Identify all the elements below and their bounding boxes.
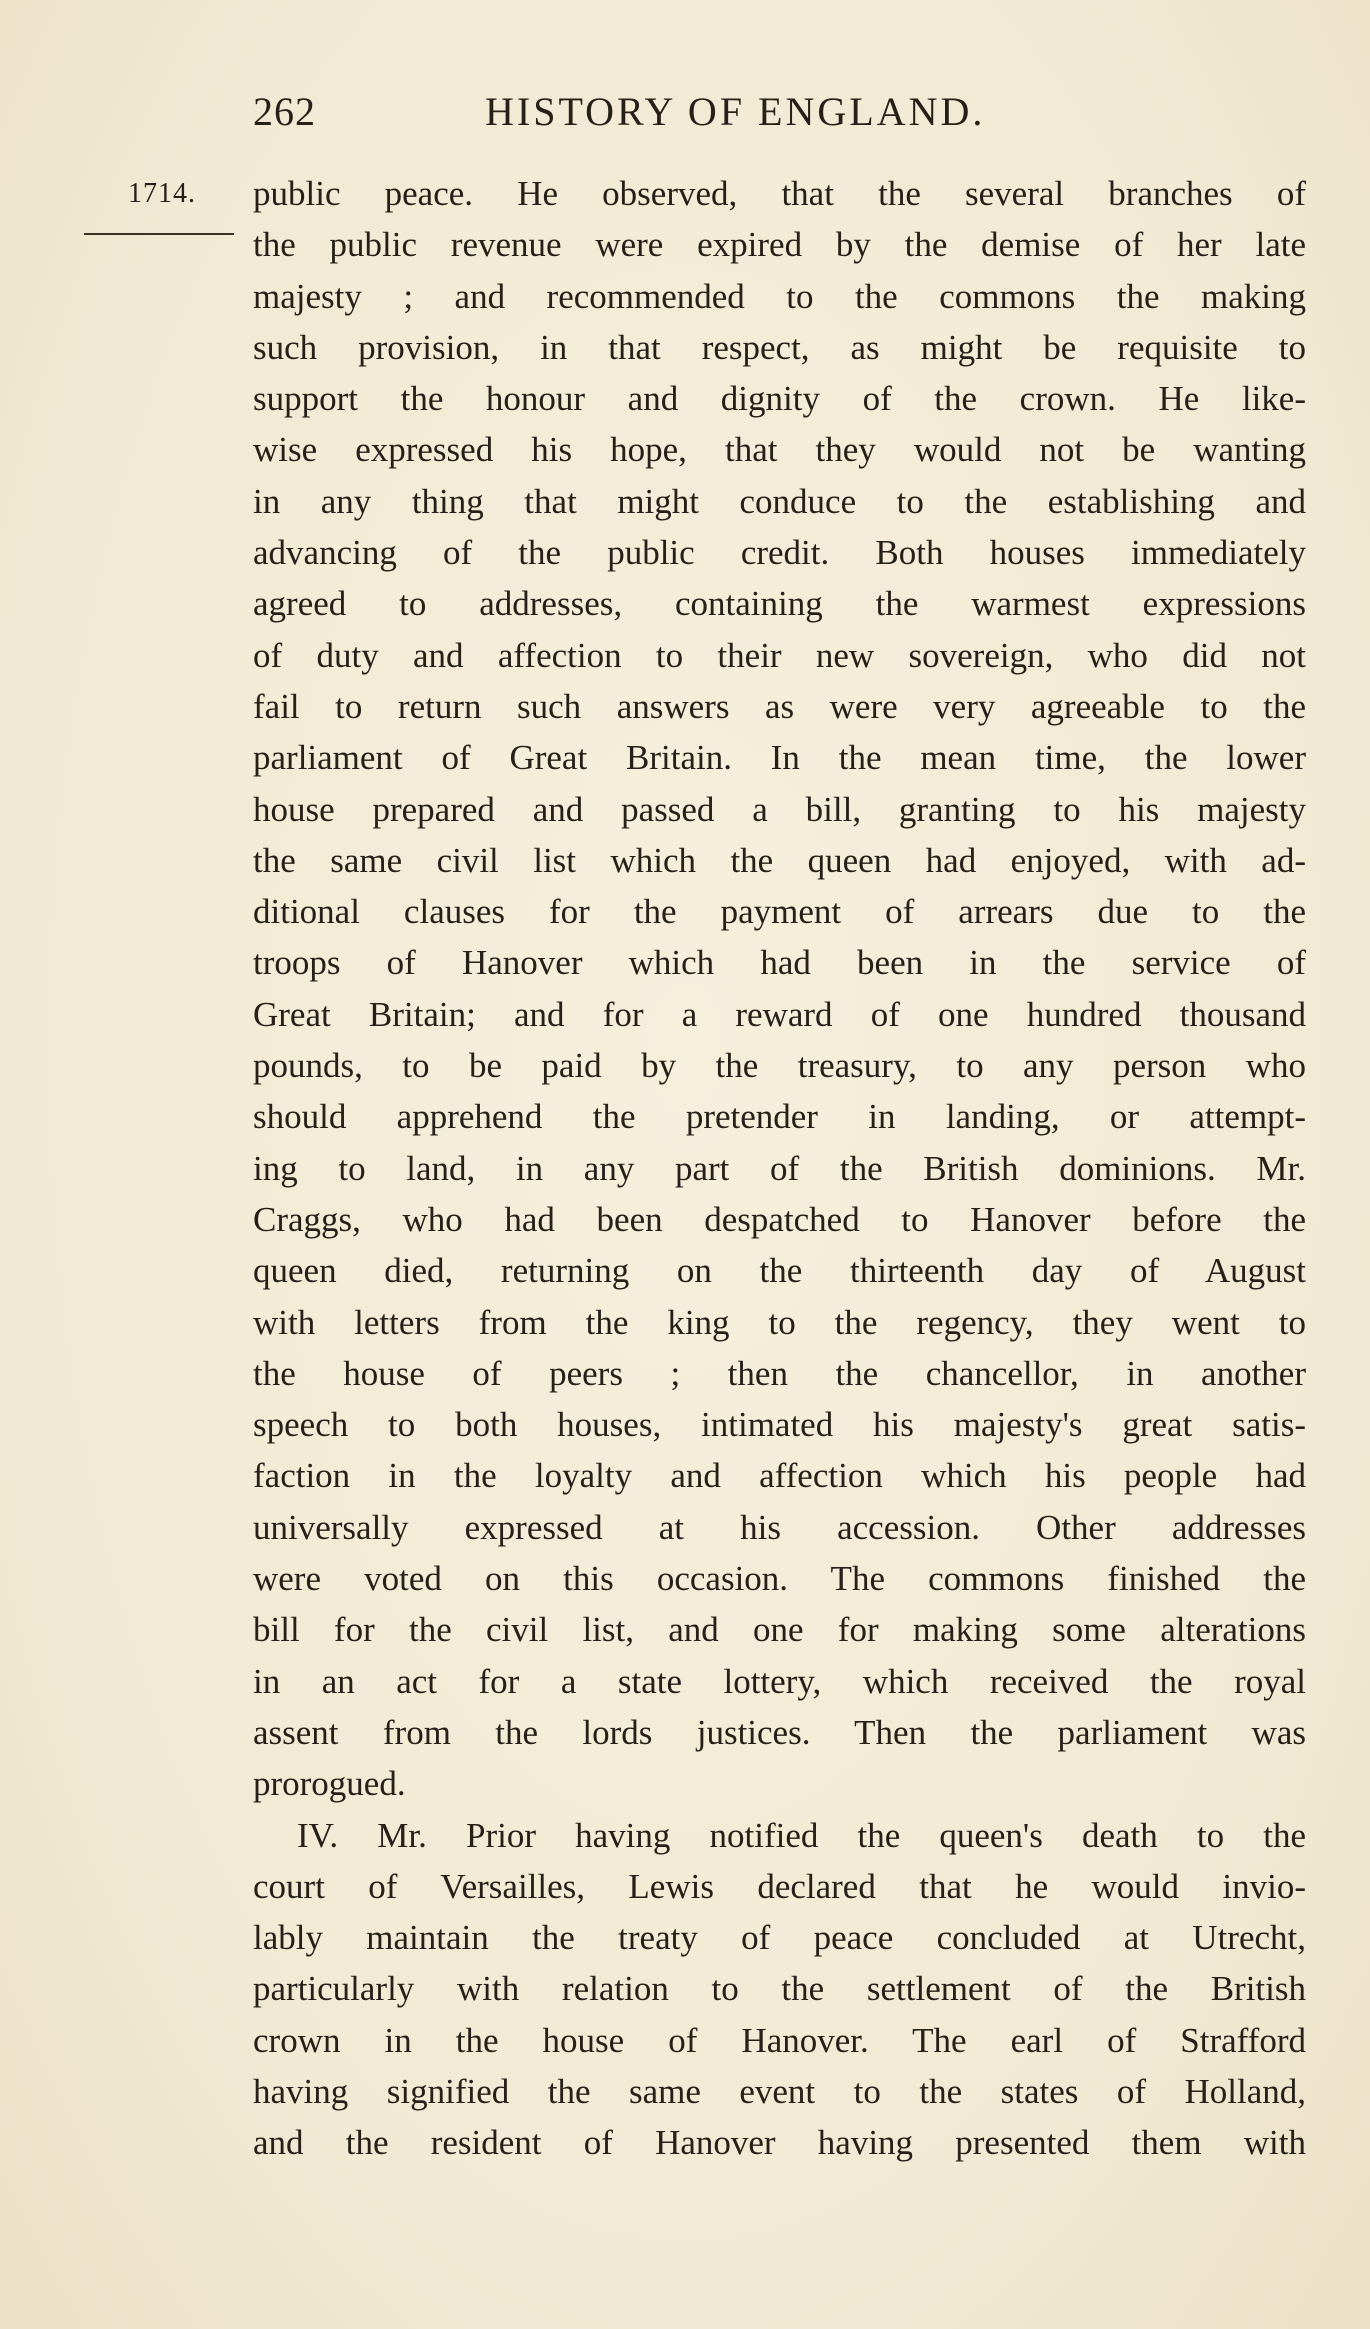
text-line: wise expressed his hope, that they would not be wanting bbox=[253, 430, 1306, 470]
text-line: the same civil list which the queen had enjoyed, with ad- bbox=[253, 840, 1306, 880]
text-line: Great Britain; and for a reward of one hundred thousand bbox=[253, 994, 1306, 1034]
text-line: queen died, returning on the thirteenth day of August bbox=[253, 1251, 1306, 1291]
text-line: lably maintain the treaty of peace concluded at Utrecht, bbox=[253, 1918, 1306, 1958]
text-line: majesty ; and recommended to the commons the making bbox=[253, 276, 1306, 316]
text-line: court of Versailles, Lewis declared that he would invio- bbox=[253, 1866, 1306, 1906]
text-line: public peace. He observed, that the several branches of bbox=[253, 174, 1306, 213]
text-line: with letters from the king to the regency, they went to bbox=[253, 1302, 1306, 1342]
text-line: advancing of the public credit. Both houses immediately bbox=[253, 533, 1306, 573]
page-header bbox=[253, 88, 1073, 144]
text-line: the house of peers ; then the chancellor, in another bbox=[253, 1353, 1306, 1393]
text-line: house prepared and passed a bill, granting to his majesty bbox=[253, 789, 1306, 829]
text-line: in any thing that might conduce to the establishing and bbox=[253, 481, 1306, 521]
text-line: the public revenue were expired by the demise of her late bbox=[253, 225, 1306, 265]
text-line: were voted on this occasion. The commons finished the bbox=[253, 1559, 1306, 1599]
page-number: 262 bbox=[253, 89, 316, 134]
text-line: bill for the civil list, and one for making some alterations bbox=[253, 1610, 1306, 1650]
text-line: ing to land, in any part of the British dominions. Mr. bbox=[253, 1148, 1306, 1188]
text-line: parliament of Great Britain. In the mean time, the lower bbox=[253, 738, 1306, 778]
section-start-line: IV. Mr. Prior having notified the queen's death to the bbox=[297, 1815, 1306, 1855]
text-line: particularly with relation to the settlement of the British bbox=[253, 1969, 1306, 2009]
text-line: agreed to addresses, containing the warmest expressions bbox=[253, 584, 1306, 624]
text-line: faction in the loyalty and affection which his people had bbox=[253, 1456, 1306, 1496]
body-text bbox=[253, 168, 1306, 2169]
text-line: prorogued. bbox=[253, 1764, 406, 1804]
text-line: assent from the lords justices. Then the parliament was bbox=[253, 1712, 1306, 1752]
text-line: pounds, to be paid by the treasury, to any person who bbox=[253, 1046, 1306, 1086]
text-line: fail to return such answers as were very agreeable to the bbox=[253, 686, 1306, 726]
text-line: such provision, in that respect, as might be requisite to bbox=[253, 327, 1306, 367]
text-line: troops of Hanover which had been in the service of bbox=[253, 943, 1306, 983]
text-line: and the resident of Hanover having presented them with bbox=[253, 2123, 1306, 2163]
margin-year-note: 1714. bbox=[128, 178, 196, 209]
text-line: should apprehend the pretender in landing, or attempt- bbox=[253, 1097, 1306, 1137]
text-line: Craggs, who had been despatched to Hanover before the bbox=[253, 1199, 1306, 1239]
text-line: in an act for a state lottery, which received the royal bbox=[253, 1661, 1306, 1701]
text-line: speech to both houses, intimated his majesty's great satis- bbox=[253, 1405, 1306, 1445]
running-head: HISTORY OF ENGLAND. bbox=[485, 89, 986, 134]
text-line: universally expressed at his accession. Other addresses bbox=[253, 1507, 1306, 1547]
margin-rule bbox=[84, 233, 234, 235]
text-line: crown in the house of Hanover. The earl of Strafford bbox=[253, 2020, 1306, 2060]
text-line: ditional clauses for the payment of arrears due to the bbox=[253, 892, 1306, 932]
text-line: of duty and affection to their new sovereign, who did not bbox=[253, 635, 1306, 675]
text-line: having signified the same event to the states of Holland, bbox=[253, 2071, 1306, 2111]
text-line: support the honour and dignity of the crown. He like- bbox=[253, 379, 1306, 419]
